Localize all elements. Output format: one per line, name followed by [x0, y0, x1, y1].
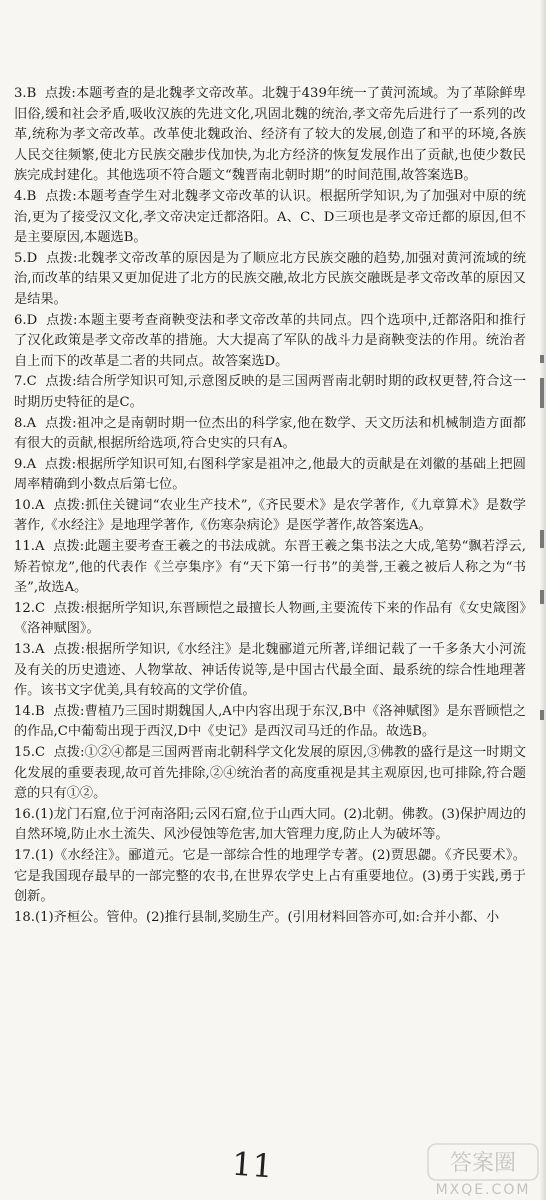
- item-number: 5.D: [14, 250, 38, 266]
- answer-item-14: [14, 702, 526, 743]
- item-text: 点拨:抓住关键词“农业生产技术”,《齐民要术》是农学著作,《九章算术》是数学著作,《水经注》是地理学著作,《伤寒杂病论》是医学著作,故答案选A。: [14, 497, 526, 534]
- answer-item-6: [14, 311, 526, 373]
- item-number: 17.: [14, 847, 35, 863]
- item-text: (1)龙门石窟,位于河南洛阳;云冈石窟,位于山西大同。(2)北朝。佛教。(3)保护周边的自然环境,防止水土流失、风沙侵蚀等危害,加大管理力度,防止人为破坏等。: [14, 806, 526, 843]
- answer-item-11: [14, 537, 526, 599]
- item-number: 6.D: [14, 312, 38, 328]
- item-text: (1)《水经注》。郦道元。它是一部综合性的地理学专著。(2)贾思勰。《齐民要术》。它是我国现存最早的一部完整的农书,在世界农学史上占有重要地位。(3)勇于实践,勇于创新。: [14, 847, 526, 905]
- item-text: (1)齐桓公。管仲。(2)推行县制,奖励生产。(引用材料回答亦可,如:合并小都、小: [34, 909, 500, 925]
- item-number: 8.A: [14, 415, 37, 431]
- item-text: 点拨:①②④都是三国两晋南北朝科学文化发展的原因,③佛教的盛行是这一时期文化发展的重要表现,故可首先排除,②④统治者的高度重视是其主观原因,也可排除,符合题意的只有①②。: [14, 745, 526, 802]
- item-text: 点拨:祖冲之是南朝时期一位杰出的科学家,他在数学、天文历法和机械制造方面都有很大的贡献,根据所给选项,符合史实的只有A。: [14, 415, 526, 452]
- answer-item-7: [14, 372, 526, 413]
- answer-item-8: [14, 414, 526, 455]
- answer-item-10: [14, 496, 526, 537]
- item-number: 3.B: [14, 86, 37, 101]
- watermark-line1: 答案圈: [449, 1151, 517, 1176]
- item-text: 点拨:根据所学知识,东晋顾恺之最擅长人物画,主要流传下来的作品有《女史箴图》《洛神赋图》。: [14, 600, 526, 637]
- item-text: 点拨:北魏孝文帝改革的原因是为了顺应北方民族交融的趋势,加强对黄河流域的统治,而改革的结果又更加促进了北方的民族交融,故北方民族交融既是孝文帝改革的原因又是结果。: [14, 250, 526, 307]
- watermark-line2: MXQE.COM: [435, 1182, 531, 1198]
- item-number: 11.A: [14, 539, 45, 555]
- answer-item-9: [14, 455, 526, 496]
- answer-item-17: [14, 846, 526, 908]
- answer-item-15: [14, 743, 526, 805]
- answer-item-18: [14, 908, 526, 929]
- item-number: 13.A: [14, 642, 45, 658]
- item-text: 点拨:根据所学知识,《水经注》是北魏郦道元所著,详细记载了一千多条大小河流及有关的历史遗迹、人物掌故、神话传说等,是中国古代最全面、最系统的综合性地理著作。该书文字优美,具有较高的文学价值。: [14, 642, 526, 699]
- item-number: 18.: [14, 909, 35, 925]
- page-edge-shadow: [540, 0, 546, 1200]
- answer-list: [14, 84, 526, 928]
- item-text: 点拨:本题主要考查商鞅变法和孝文帝改革的共同点。四个选项中,迁都洛阳和推行了汉化政策是孝文帝改革的措施。大大提高了军队的战斗力是商鞅变法的作用。统治者自上而下的改革是二者的共同点。故答案选D。: [14, 312, 526, 369]
- answer-item-5: [14, 249, 526, 311]
- item-number: 15.C: [14, 745, 46, 760]
- item-number: 16.: [14, 806, 35, 822]
- item-number: 12.C: [14, 600, 46, 616]
- watermark-logo: [420, 1138, 546, 1200]
- item-number: 9.A: [14, 456, 37, 472]
- item-text: 点拨:曹植乃三国时期魏国人,A中内容出现于东汉,B中《洛神赋图》是东晋顾恺之的作品,C中葡萄出现于西汉,D中《史记》是西汉司马迁的作品。故选B。: [14, 703, 526, 740]
- item-text: 点拨:结合所学知识可知,示意图反映的是三国两晋南北朝时期的政权更替,符合这一时期历史特征的是C。: [14, 374, 527, 410]
- answer-item-4: [14, 187, 526, 249]
- item-text: 点拨:本题考查的是北魏孝文帝改革。北魏于439年统一了黄河流域。为了革除鲜卑旧俗,缓和社会矛盾,吸收汉族的先进文化,巩固北魏的统治,孝文帝先后进行了一系列的改革,统称为孝文帝改革。改革使北魏政治、经济有了较大的发展,创造了和平的环境,各族人民交往频繁,使北方民族交融步伐加快,为北方经济的恢复发展作出了贡献,也使少数民族完成封建化。其他选项不符合题文“魏晋南北朝时期”的时间范围,故答案选B。: [14, 86, 526, 184]
- item-text: 点拨:此题主要考查王羲之的书法成就。东晋王羲之集书法之大成,笔势“飘若浮云,矫若惊龙”,他的代表作《兰亭集序》有“天下第一行书”的美誉,王羲之被后人称之为“书圣”,故选A。: [14, 539, 526, 596]
- page-number: 11: [230, 1144, 274, 1186]
- answer-item-13: [14, 640, 526, 702]
- item-number: 7.C: [14, 374, 37, 390]
- item-number: 14.B: [14, 703, 45, 719]
- answer-item-16: [14, 805, 526, 846]
- answer-item-12: [14, 599, 526, 640]
- answer-item-3: [14, 84, 526, 187]
- item-number: 10.A: [14, 497, 45, 513]
- item-text: 点拨:根据所学知识可知,右图科学家是祖冲之,他最大的贡献是在刘徽的基础上把圆周率精确到小数点后第七位。: [14, 456, 526, 493]
- item-number: 4.B: [14, 188, 37, 204]
- item-text: 点拨:本题考查学生对北魏孝文帝改革的认识。根据所学知识,为了加强对中原的统治,更为了接受汉文化,孝文帝决定迁都洛阳。A、C、D三项也是孝文帝迁都的原因,但不是主要原因,本题选B。: [14, 188, 526, 246]
